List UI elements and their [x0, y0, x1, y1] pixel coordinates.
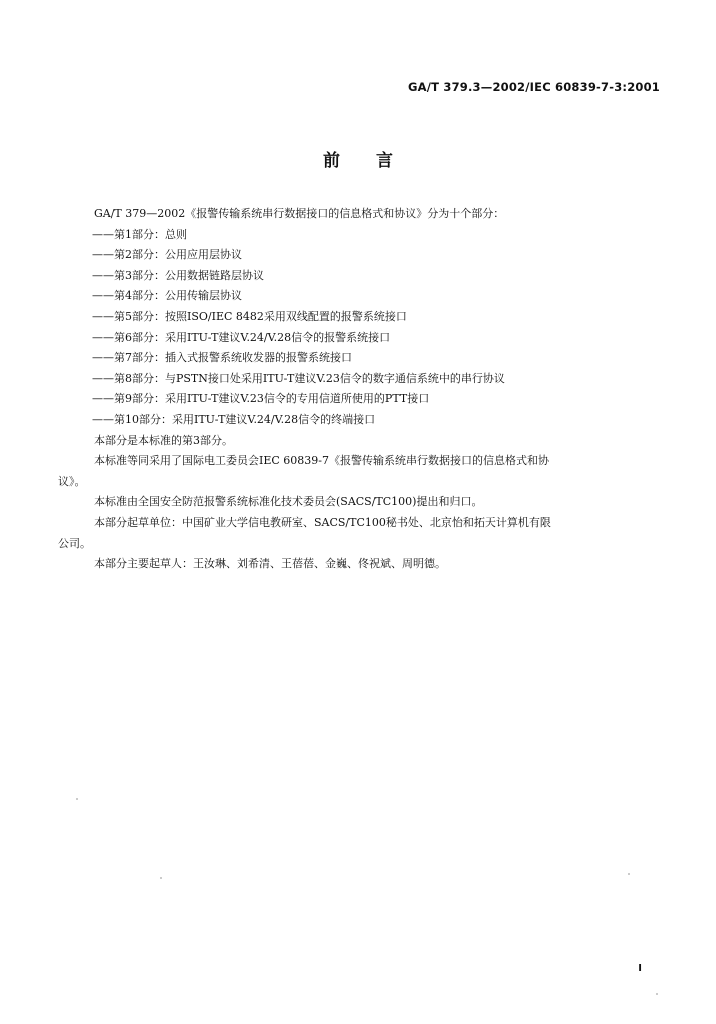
scan-speck: [160, 877, 162, 879]
proposal-paragraph: 本标准由全国安全防范报警系统标准化技术委员会(SACS/TC100)提出和归口。: [94, 495, 483, 509]
list-item-part-7: ——第7部分：插入式报警系统收发器的报警系统接口: [92, 351, 352, 365]
adoption-line-1: 本标准等同采用了国际电工委员会IEC 60839-7《报警传输系统串行数据接口的信息格式和协: [94, 454, 549, 468]
drafting-units-line-1: 本部分起草单位：中国矿业大学信电教研室、SACS/TC100秘书处、北京怡和拓天计算机有限: [94, 515, 551, 529]
scan-speck: [656, 993, 658, 995]
standard-number-header: GA/T 379.3—2002/IEC 60839-7-3:2001: [407, 80, 660, 94]
intro-paragraph: GA/T 379—2002《报警传输系统串行数据接口的信息格式和协议》分为十个部分：: [94, 207, 505, 220]
list-item-part-4: ——第4部分：公用传输层协议: [92, 289, 242, 303]
list-item-part-8: ——第8部分：与PSTN接口处采用ITU-T建议V.23信令的数字通信系统中的串行协议: [92, 371, 505, 385]
this-part-paragraph: 本部分是本标准的第3部分。: [94, 433, 233, 447]
drafting-units-paragraph: [58, 513, 664, 554]
list-item-part-10: ——第10部分：采用ITU-T建议V.24/V.28信令的终端接口: [92, 412, 376, 426]
list-item-part-9: ——第9部分：采用ITU-T建议V.23信令的专用信道所使用的PTT接口: [92, 392, 430, 406]
scan-speck: [628, 873, 630, 875]
list-item-part-1: ——第1部分：总则: [92, 227, 187, 241]
list-item-part-5: ——第5部分：按照ISO/IEC 8482采用双线配置的报警系统接口: [92, 309, 407, 323]
list-item-part-3: ——第3部分：公用数据链路层协议: [92, 268, 264, 282]
page-title: 前言: [323, 151, 429, 171]
list-item-part-6: ——第6部分：采用ITU-T建议V.24/V.28信令的报警系统接口: [92, 330, 391, 344]
drafting-units-line-2: 公司。: [58, 536, 91, 550]
adoption-paragraph: [58, 451, 664, 492]
drafters-paragraph: 本部分主要起草人：王汝琳、刘希清、王蓓蓓、金巍、佟祝斌、周明德。: [94, 557, 446, 571]
parts-list: [72, 225, 664, 431]
foreword-body: [58, 204, 664, 575]
page-number: I: [638, 963, 642, 974]
adoption-line-2: 议》。: [58, 474, 86, 488]
list-item-part-2: ——第2部分：公用应用层协议: [92, 248, 242, 262]
scan-speck: [76, 798, 78, 800]
